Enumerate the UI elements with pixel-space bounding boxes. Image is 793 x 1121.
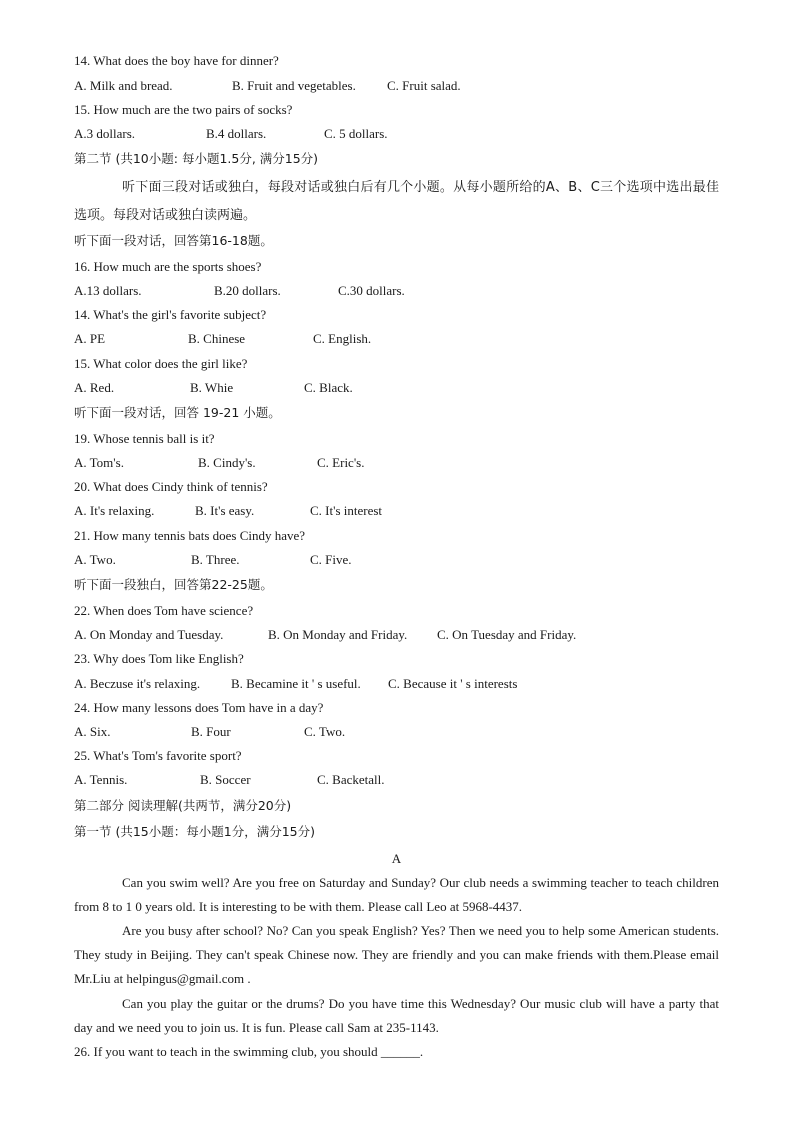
section-1-heading: 第一节 (共15小题：每小题1分，满分15分) — [74, 824, 315, 839]
option-c: C. Five. — [310, 552, 352, 567]
option-b: B. Cindy's. — [198, 455, 256, 470]
option-c: C. On Tuesday and Friday. — [437, 627, 577, 642]
option-b: B. Chinese — [188, 331, 246, 346]
question-26: 26. If you want to teach in the swimming club, you should ______. — [74, 1044, 424, 1059]
option-b: B. Three. — [191, 552, 240, 567]
option-c: C. English. — [313, 331, 372, 346]
question-14-dinner: 14. What does the boy have for dinner? — [74, 53, 279, 68]
question-17: 14. What's the girl's favorite subject? — [74, 307, 267, 322]
option-a: A.13 dollars. — [74, 283, 142, 298]
option-b: B.4 dollars. — [206, 126, 267, 141]
option-b: B. It's easy. — [195, 503, 255, 518]
question-22: 22. When does Tom have science? — [74, 603, 254, 618]
option-c: C. Eric's. — [317, 455, 365, 470]
ad-swimming: Can you swim well? Are you free on Saturday and Sunday? Our club needs a swimming teacher to teach children from 8 to 1 0 years old. It is interesting to be with them. Please call Leo at 5968-4437. — [74, 875, 719, 914]
option-a: A. Six. — [74, 724, 111, 739]
question-23: 23. Why does Tom like English? — [74, 651, 244, 666]
option-c: C.30 dollars. — [338, 283, 405, 298]
question-20: 20. What does Cindy think of tennis? — [74, 479, 268, 494]
option-a: A. Beczuse it's relaxing. — [74, 676, 201, 691]
option-a: A. It's relaxing. — [74, 503, 155, 518]
option-b: B. Becamine it ' s useful. — [231, 676, 361, 691]
option-b: B. Soccer — [200, 772, 251, 787]
option-b: B. Whie — [190, 380, 234, 395]
option-c: C. Backetall. — [317, 772, 385, 787]
option-c: C. 5 dollars. — [324, 126, 388, 141]
option-b: B. Four — [191, 724, 231, 739]
option-a: A. PE — [74, 331, 106, 346]
option-c: C. Two. — [304, 724, 346, 739]
question-16: 16. How much are the sports shoes? — [74, 259, 262, 274]
question-24: 24. How many lessons does Tom have in a day? — [74, 700, 324, 715]
option-a: A. Tennis. — [74, 772, 128, 787]
question-25: 25. What's Tom's favorite sport? — [74, 748, 242, 763]
question-21: 21. How many tennis bats does Cindy have? — [74, 528, 306, 543]
dialogue-1-heading: 听下面一段对话，回答第16-18题。 — [74, 233, 273, 248]
option-c: C. It's interest — [310, 503, 383, 518]
part-2-heading: 第二部分 阅读理解(共两节，满分20分) — [74, 798, 292, 813]
option-c: C. Because it ' s interests — [388, 676, 518, 691]
option-a: A. Red. — [74, 380, 115, 395]
section-instructions: 听下面三段对话或独白，每段对话或独白后有几个小题。从每小题所给的A、B、C三个选项中选出最佳选项。每段对话或独白读两遍。 — [74, 180, 719, 223]
option-b: B. Fruit and vegetables. — [232, 78, 356, 93]
option-b: B. On Monday and Friday. — [268, 627, 408, 642]
option-b: B.20 dollars. — [214, 283, 281, 298]
question-18: 15. What color does the girl like? — [74, 356, 248, 371]
passage-letter: A — [391, 851, 402, 866]
ad-helping-students: Are you busy after school? No? Can you speak English? Yes? Then we need you to help some American students. They study in Beijing. They can't speak Chinese now. They are friendly and you can make friends with them.Please email Mr.Liu at helpingus@gmail.com . — [74, 923, 719, 986]
option-a: A.3 dollars. — [74, 126, 136, 141]
question-19: 19. Whose tennis ball is it? — [74, 431, 215, 446]
section-2-heading: 第二节 (共10小题: 每小题1.5分, 满分15分) — [74, 151, 319, 166]
question-15-socks: 15. How much are the two pairs of socks? — [74, 102, 293, 117]
option-a: A. On Monday and Tuesday. — [74, 627, 224, 642]
monologue-heading: 听下面一段独白，回答第22-25题。 — [74, 577, 273, 592]
dialogue-2-heading: 听下面一段对话，回答 19-21 小题。 — [74, 405, 281, 420]
option-a: A. Milk and bread. — [74, 78, 173, 93]
ad-music-club: Can you play the guitar or the drums? Do you have time this Wednesday? Our music club will have a party that day and we need you to join us. It is fun. Please call Sam at 235-1143. — [74, 996, 719, 1035]
option-a: A. Two. — [74, 552, 116, 567]
option-c: C. Black. — [304, 380, 353, 395]
option-c: C. Fruit salad. — [387, 78, 461, 93]
option-a: A. Tom's. — [74, 455, 124, 470]
